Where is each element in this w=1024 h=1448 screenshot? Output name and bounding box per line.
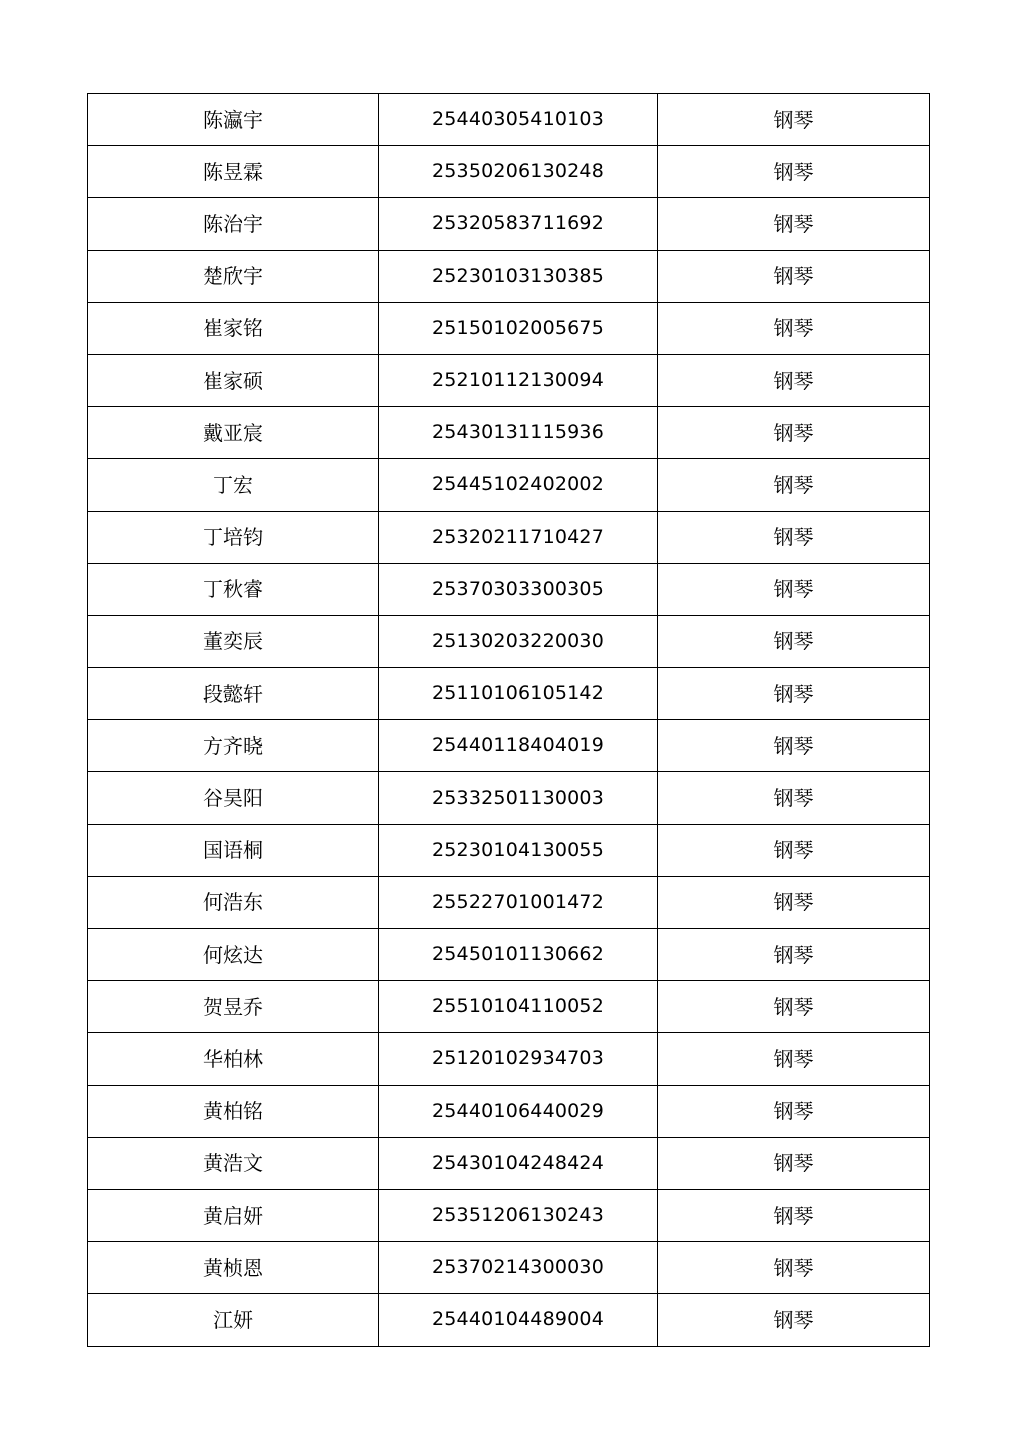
exam-id-cell: 25510104110052 <box>379 981 658 1033</box>
exam-id-cell: 25332501130003 <box>379 772 658 824</box>
table-row <box>88 459 930 511</box>
table-row <box>88 1242 930 1294</box>
table-row <box>88 1033 930 1085</box>
table-row <box>88 146 930 198</box>
table-row <box>88 668 930 720</box>
student-name-cell: 黄桢恩 <box>88 1242 379 1294</box>
student-name-cell: 国语桐 <box>88 824 379 876</box>
exam-id-cell: 25130203220030 <box>379 615 658 667</box>
table-row <box>88 1294 930 1346</box>
student-name-cell: 谷昊阳 <box>88 772 379 824</box>
student-name-cell: 方齐晓 <box>88 720 379 772</box>
subject-cell: 钢琴 <box>658 250 930 302</box>
subject-cell: 钢琴 <box>658 981 930 1033</box>
subject-cell: 钢琴 <box>658 1085 930 1137</box>
student-name-cell: 陈治宇 <box>88 198 379 250</box>
exam-id-cell: 25120102934703 <box>379 1033 658 1085</box>
subject-cell: 钢琴 <box>658 1294 930 1346</box>
subject-cell: 钢琴 <box>658 1189 930 1241</box>
table-row <box>88 198 930 250</box>
subject-cell: 钢琴 <box>658 198 930 250</box>
table-row <box>88 563 930 615</box>
table-row <box>88 1085 930 1137</box>
student-name-cell: 何炫达 <box>88 929 379 981</box>
student-name-cell: 陈昱霖 <box>88 146 379 198</box>
student-name-cell: 黄柏铭 <box>88 1085 379 1137</box>
subject-cell: 钢琴 <box>658 876 930 928</box>
exam-id-cell: 25430131115936 <box>379 407 658 459</box>
table-row <box>88 876 930 928</box>
table-row <box>88 981 930 1033</box>
subject-cell: 钢琴 <box>658 1242 930 1294</box>
subject-cell: 钢琴 <box>658 146 930 198</box>
exam-id-cell: 25210112130094 <box>379 354 658 406</box>
table-row <box>88 929 930 981</box>
table-row <box>88 720 930 772</box>
student-name-cell: 丁秋睿 <box>88 563 379 615</box>
student-name-cell: 楚欣宇 <box>88 250 379 302</box>
subject-cell: 钢琴 <box>658 772 930 824</box>
exam-id-cell: 25440118404019 <box>379 720 658 772</box>
subject-cell: 钢琴 <box>658 720 930 772</box>
table-row <box>88 302 930 354</box>
exam-id-cell: 25440104489004 <box>379 1294 658 1346</box>
exam-id-cell: 25110106105142 <box>379 668 658 720</box>
student-name-cell: 戴亚宸 <box>88 407 379 459</box>
table-row <box>88 824 930 876</box>
table-row <box>88 354 930 406</box>
subject-cell: 钢琴 <box>658 824 930 876</box>
student-name-cell: 贺昱乔 <box>88 981 379 1033</box>
exam-id-cell: 25320211710427 <box>379 511 658 563</box>
roster-table <box>87 93 930 1347</box>
subject-cell: 钢琴 <box>658 1033 930 1085</box>
subject-cell: 钢琴 <box>658 459 930 511</box>
exam-id-cell: 25351206130243 <box>379 1189 658 1241</box>
exam-id-cell: 25430104248424 <box>379 1137 658 1189</box>
student-name-cell: 崔家硕 <box>88 354 379 406</box>
exam-id-cell: 25350206130248 <box>379 146 658 198</box>
exam-id-cell: 25230104130055 <box>379 824 658 876</box>
exam-id-cell: 25445102402002 <box>379 459 658 511</box>
student-name-cell: 黄启妍 <box>88 1189 379 1241</box>
subject-cell: 钢琴 <box>658 354 930 406</box>
exam-id-cell: 25320583711692 <box>379 198 658 250</box>
table-row <box>88 407 930 459</box>
exam-id-cell: 25150102005675 <box>379 302 658 354</box>
student-name-cell: 陈瀛宇 <box>88 94 379 146</box>
subject-cell: 钢琴 <box>658 511 930 563</box>
student-name-cell: 华柏林 <box>88 1033 379 1085</box>
exam-id-cell: 25440305410103 <box>379 94 658 146</box>
table-row <box>88 1189 930 1241</box>
student-name-cell: 江妍 <box>88 1294 379 1346</box>
subject-cell: 钢琴 <box>658 668 930 720</box>
roster-table-body <box>88 94 930 1347</box>
subject-cell: 钢琴 <box>658 563 930 615</box>
student-name-cell: 丁宏 <box>88 459 379 511</box>
student-name-cell: 丁培钧 <box>88 511 379 563</box>
subject-cell: 钢琴 <box>658 407 930 459</box>
subject-cell: 钢琴 <box>658 615 930 667</box>
subject-cell: 钢琴 <box>658 1137 930 1189</box>
table-row <box>88 772 930 824</box>
exam-id-cell: 25230103130385 <box>379 250 658 302</box>
student-name-cell: 黄浩文 <box>88 1137 379 1189</box>
exam-id-cell: 25370214300030 <box>379 1242 658 1294</box>
subject-cell: 钢琴 <box>658 94 930 146</box>
exam-id-cell: 25370303300305 <box>379 563 658 615</box>
exam-id-cell: 25440106440029 <box>379 1085 658 1137</box>
subject-cell: 钢琴 <box>658 302 930 354</box>
subject-cell: 钢琴 <box>658 929 930 981</box>
table-row <box>88 94 930 146</box>
exam-id-cell: 25522701001472 <box>379 876 658 928</box>
student-name-cell: 崔家铭 <box>88 302 379 354</box>
table-row <box>88 511 930 563</box>
table-row <box>88 250 930 302</box>
student-name-cell: 何浩东 <box>88 876 379 928</box>
student-name-cell: 段懿轩 <box>88 668 379 720</box>
exam-id-cell: 25450101130662 <box>379 929 658 981</box>
table-row <box>88 1137 930 1189</box>
student-name-cell: 董奕辰 <box>88 615 379 667</box>
table-row <box>88 615 930 667</box>
